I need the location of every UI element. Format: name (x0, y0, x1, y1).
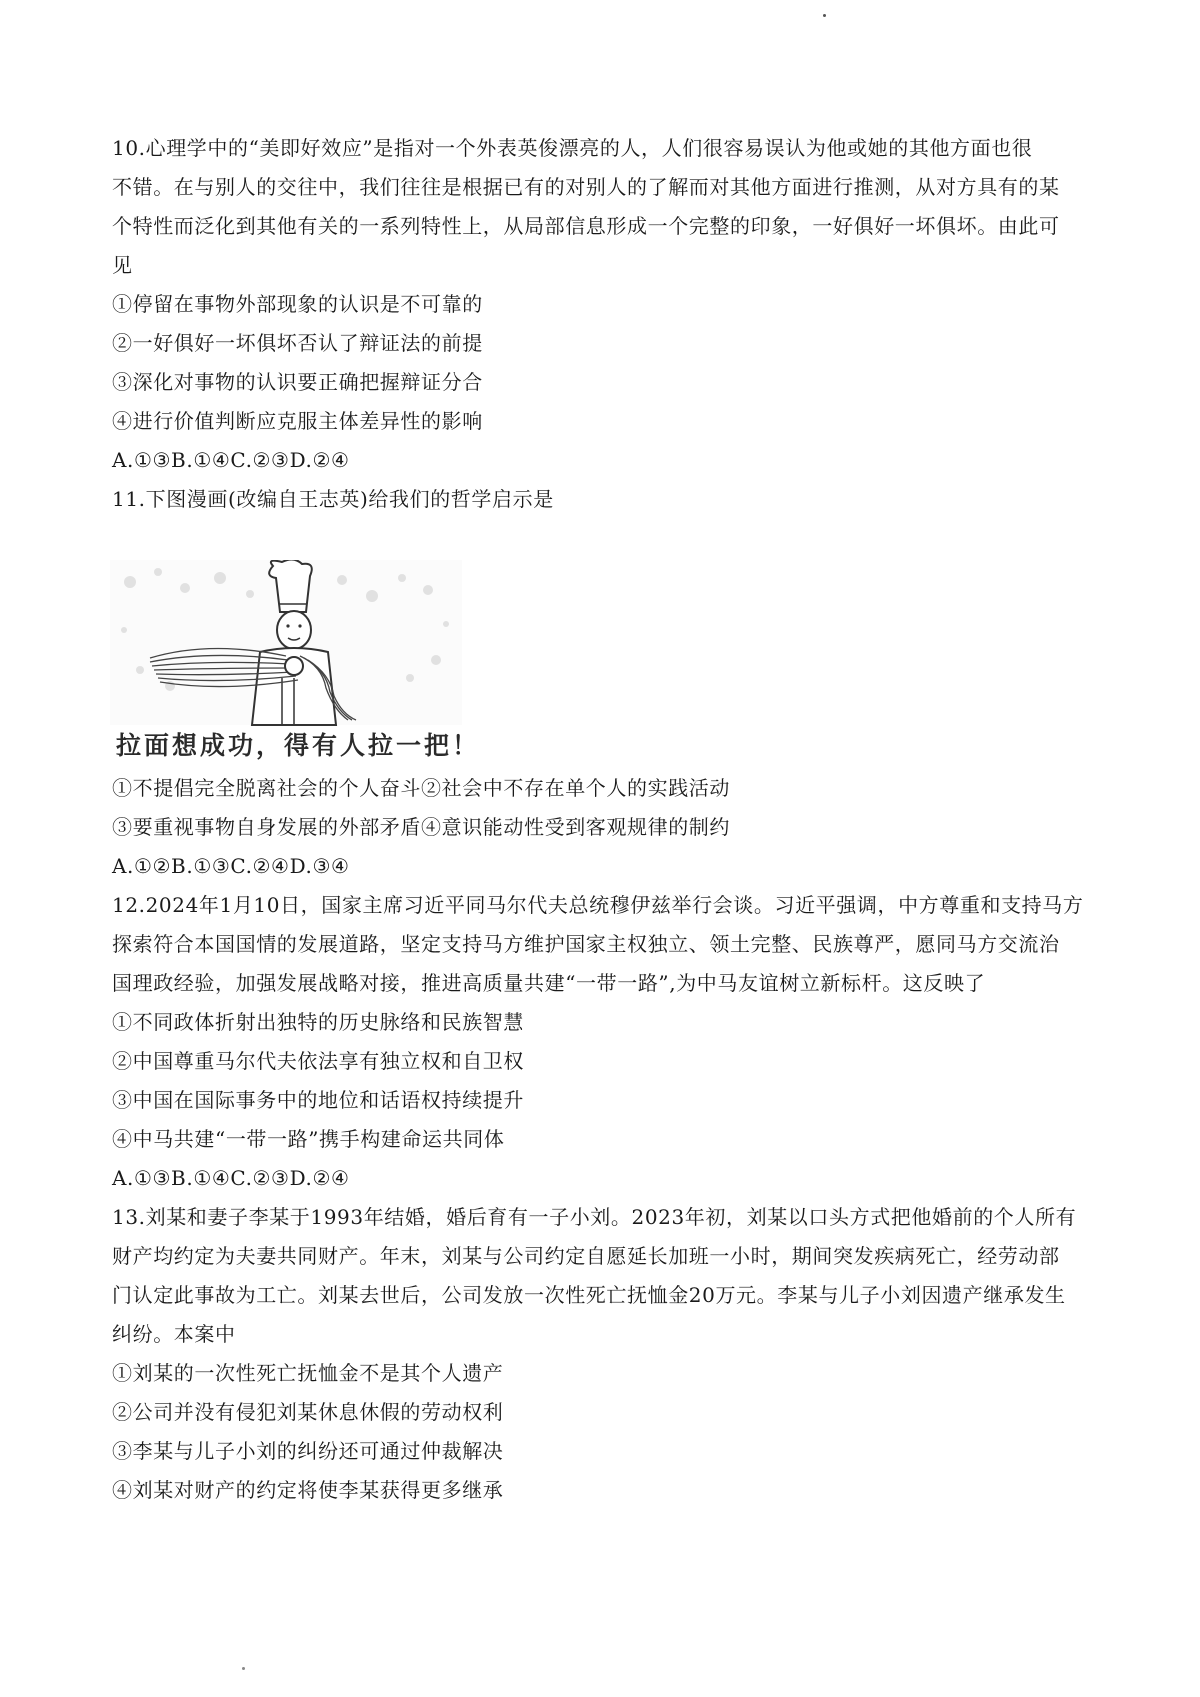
q10-choices: A.①③B.①④C.②③D.②④ (112, 448, 350, 472)
q10-option-4: ④进行价值判断应克服主体差异性的影响 (112, 409, 483, 433)
q13-option-3: ③李某与儿子小刘的纠纷还可通过仲裁解决 (112, 1439, 504, 1463)
q12-stem-line-1: 12.2024年1月10日，国家主席习近平同马尔代夫总统穆伊兹举行会谈。习近平强调，中方尊重和支持马方 (112, 893, 1084, 917)
q10-option-3: ③深化对事物的认识要正确把握辩证分合 (112, 370, 483, 394)
q12-option-4: ④中马共建“一带一路”携手构建命运共同体 (112, 1127, 505, 1151)
q12-stem-line-2: 探索符合本国国情的发展道路，坚定支持马方维护国家主权独立、领土完整、民族尊严，愿同马方交流治 (112, 932, 1060, 956)
q12-option-3: ③中国在国际事务中的地位和话语权持续提升 (112, 1088, 524, 1112)
q10-stem-line-1: 10.心理学中的“美即好效应”是指对一个外表英俊漂亮的人，人们很容易误认为他或她的其他方面也很 (112, 136, 1033, 160)
q11-options-line-2: ③要重视事物自身发展的外部矛盾④意识能动性受到客观规律的制约 (112, 815, 730, 839)
q10-stem-line-4: 见 (112, 253, 133, 277)
scan-speck-bottom (242, 1667, 245, 1670)
q13-option-4: ④刘某对财产的约定将使李某获得更多继承 (112, 1478, 504, 1502)
q13-option-1: ①刘某的一次性死亡抚恤金不是其个人遗产 (112, 1361, 504, 1385)
q10-stem-line-2: 不错。在与别人的交往中，我们往往是根据已有的对别人的了解而对其他方面进行推测，从对方具有的某 (112, 175, 1060, 199)
scan-speck (823, 14, 826, 17)
q11-options-line-1: ①不提倡完全脱离社会的个人奋斗②社会中不存在单个人的实践活动 (112, 776, 730, 800)
q10-stem-line-3: 个特性而泛化到其他有关的一系列特性上，从局部信息形成一个完整的印象，一好俱好一坏俱坏。由此可 (112, 214, 1060, 238)
q13-option-2: ②公司并没有侵犯刘某休息休假的劳动权利 (112, 1400, 504, 1424)
q10-option-1: ①停留在事物外部现象的认识是不可靠的 (112, 292, 483, 316)
q10-option-2: ②一好俱好一坏俱坏否认了辩证法的前提 (112, 331, 483, 355)
q13-stem-line-4: 纠纷。本案中 (112, 1322, 236, 1346)
q12-choices: A.①③B.①④C.②③D.②④ (112, 1166, 350, 1190)
q13-stem-line-2: 财产均约定为夫妻共同财产。年末，刘某与公司约定自愿延长加班一小时，期间突发疾病死亡，经劳动部 (112, 1244, 1060, 1268)
q11-choices: A.①②B.①③C.②④D.③④ (112, 854, 350, 878)
q13-stem-line-1: 13.刘某和妻子李某于1993年结婚，婚后育有一子小刘。2023年初，刘某以口头方式把他婚前的个人所有 (112, 1205, 1077, 1229)
q13-stem-line-3: 门认定此事故为工亡。刘某去世后，公司发放一次性死亡抚恤金20万元。李某与儿子小刘因遗产继承发生 (112, 1283, 1066, 1307)
q12-stem-line-3: 国理政经验，加强发展战略对接，推进高质量共建“一带一路”,为中马友谊树立新标杆。这反映了 (112, 971, 986, 995)
q12-option-2: ②中国尊重马尔代夫依法享有独立权和自卫权 (112, 1049, 524, 1073)
q12-option-1: ①不同政体折射出独特的历史脉络和民族智慧 (112, 1010, 524, 1034)
cartoon-caption: 拉面想成功，得有人拉一把！ (116, 731, 481, 760)
noodle-chef-cartoon (110, 560, 481, 760)
q11-stem: 11.下图漫画(改编自王志英)给我们的哲学启示是 (112, 487, 554, 511)
